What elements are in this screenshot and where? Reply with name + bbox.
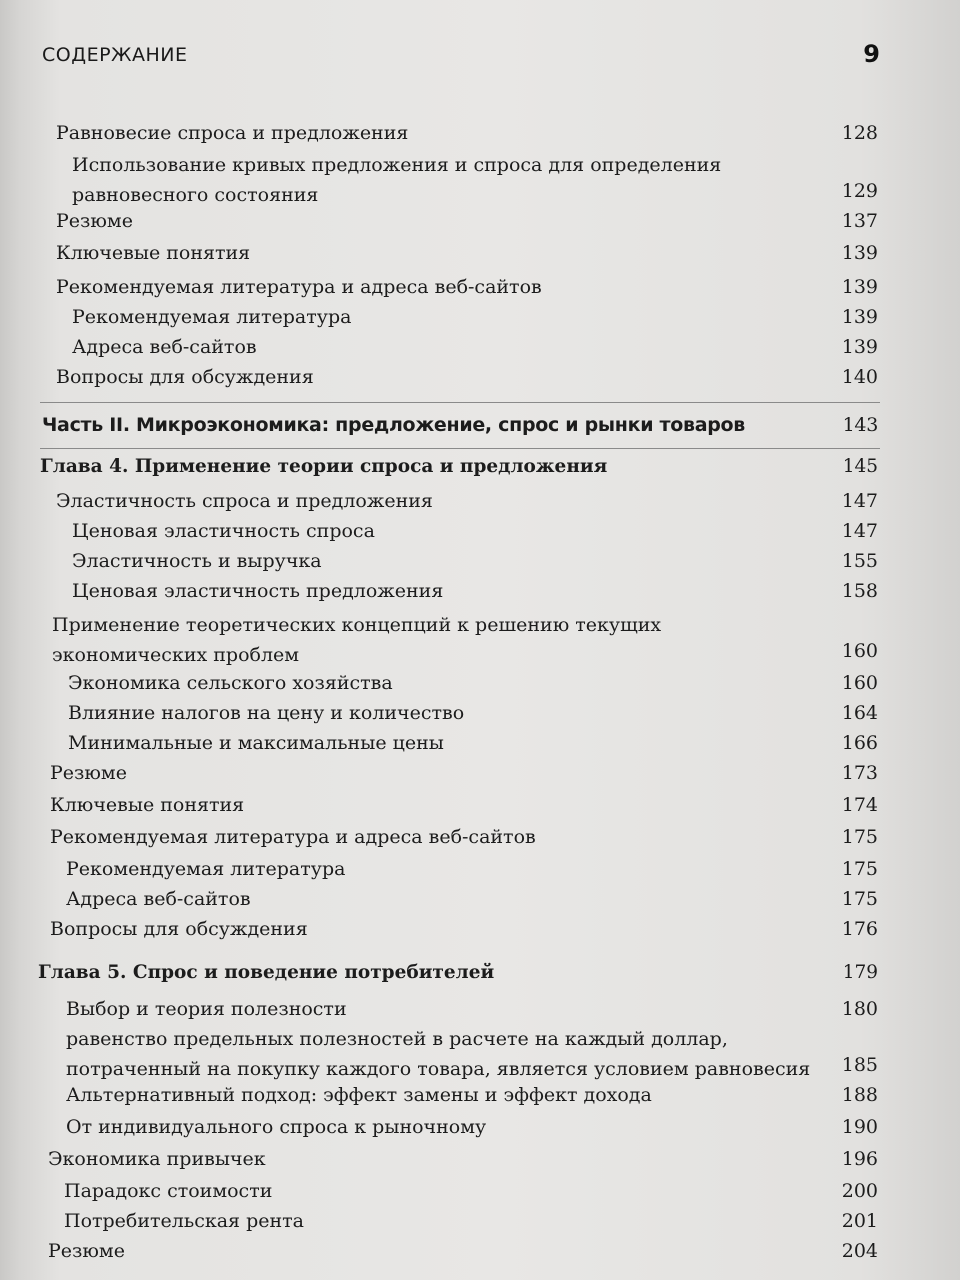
toc-entry: равенство предельных полезностей в расчете на каждый доллар, потраченный на покупку каждого товара, является условием равновесия 185 (66, 1028, 878, 1080)
section-rule (40, 448, 880, 449)
toc-entry: Вопросы для обсуждения 140 (56, 366, 878, 388)
toc-entry: Рекомендуемая литература 175 (66, 858, 878, 880)
toc-entry: Ценовая эластичность спроса 147 (72, 520, 878, 542)
toc-entry: Потребительская рента 201 (64, 1210, 878, 1232)
toc-entry: Влияние налогов на цену и количество 164 (68, 702, 878, 724)
toc-entry: Использование кривых предложения и спроса для определения равновесного состояния 129 (72, 154, 878, 206)
toc-entry: Резюме 137 (56, 210, 878, 232)
toc-entry: Адреса веб-сайтов 139 (72, 336, 878, 358)
toc-entry: Альтернативный подход: эффект замены и эффект дохода 188 (66, 1084, 878, 1106)
toc-entry: Резюме 173 (50, 762, 878, 784)
section-rule (40, 402, 880, 403)
toc-entry: Ценовая эластичность предложения 158 (72, 580, 878, 602)
toc-entry: Выбор и теория полезности 180 (66, 998, 878, 1020)
toc-entry: Применение теоретических концепций к решению текущих экономических проблем 160 (52, 614, 878, 666)
toc-entry: Рекомендуемая литература 139 (72, 306, 878, 328)
header-page-number: 9 (863, 40, 880, 68)
toc-chapter-heading: Глава 5. Спрос и поведение потребителей 179 (38, 962, 878, 983)
toc-entry: Ключевые понятия 174 (50, 794, 878, 816)
toc-entry: Рекомендуемая литература и адреса веб-сайтов 139 (56, 276, 878, 298)
toc-entry: Резюме 204 (48, 1240, 878, 1262)
toc-entry: Ключевые понятия 139 (56, 242, 878, 264)
toc-entry: Равновесие спроса и предложения 128 (56, 122, 878, 144)
toc-entry: Экономика привычек 196 (48, 1148, 878, 1170)
toc-entry: Рекомендуемая литература и адреса веб-сайтов 175 (50, 826, 878, 848)
toc-entry: От индивидуального спроса к рыночному 190 (66, 1116, 878, 1138)
toc-entry: Эластичность спроса и предложения 147 (56, 490, 878, 512)
toc-chapter-heading: Глава 4. Применение теории спроса и предложения 145 (40, 456, 878, 477)
toc-part-heading: Часть II. Микроэкономика: предложение, спрос и рынки товаров 143 (42, 414, 878, 436)
toc-entry: Парадокс стоимости 200 (64, 1180, 878, 1202)
toc-entry: Вопросы для обсуждения 176 (50, 918, 878, 940)
toc-entry: Экономика сельского хозяйства 160 (68, 672, 878, 694)
toc-entry: Эластичность и выручка 155 (72, 550, 878, 572)
toc-entry: Минимальные и максимальные цены 166 (68, 732, 878, 754)
toc-entry: Адреса веб-сайтов 175 (66, 888, 878, 910)
header-title: СОДЕРЖАНИЕ (42, 44, 188, 66)
